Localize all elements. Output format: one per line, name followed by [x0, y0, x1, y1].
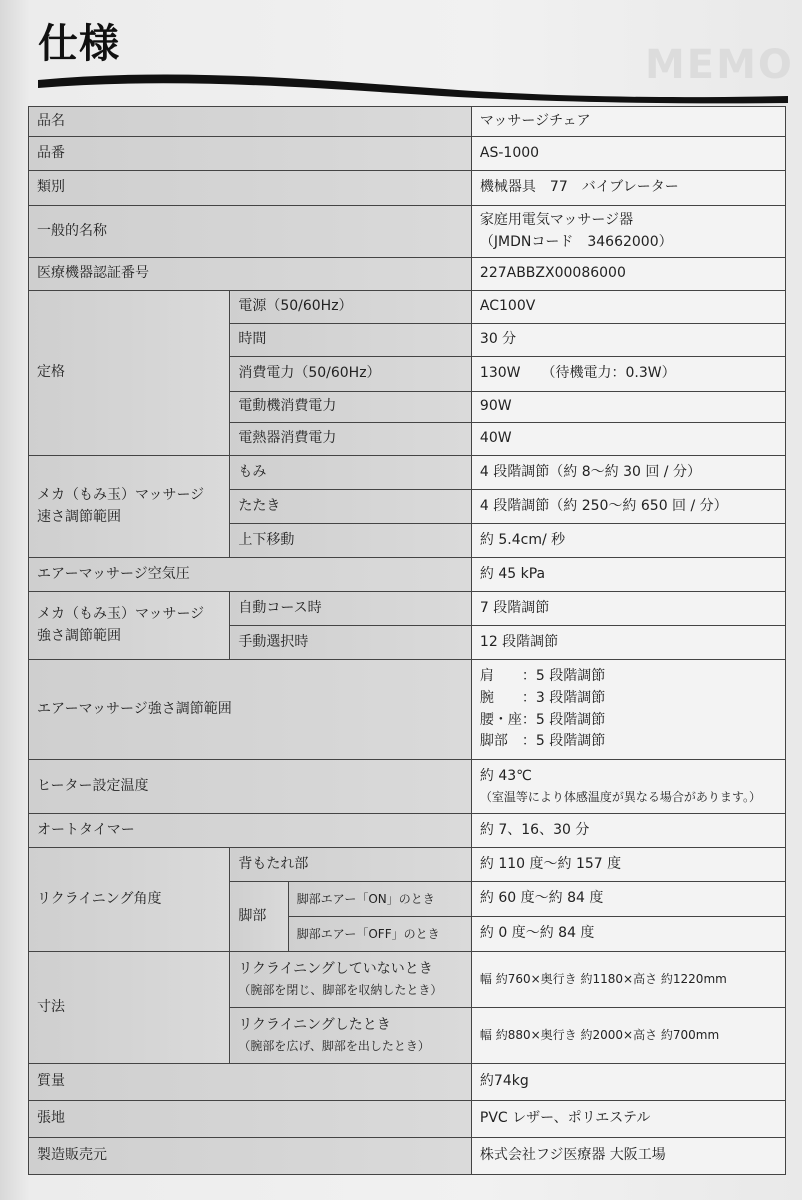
row-cert: 医療機器認証番号 227ABBZX00086000 [29, 258, 786, 291]
row-recline-leg-off: 脚部エアー「OFF」のとき 約 0 度～約 84 度 [29, 917, 786, 952]
row-air-pressure: エアーマッサージ空気圧 約 45 kPa [29, 558, 786, 592]
memo-mark: MEMO [645, 42, 794, 88]
row-general-name: 一般的名称 家庭用電気マッサージ器 （JMDNコード 34662000） [29, 206, 786, 258]
row-rating-time: 時間 30 分 [29, 324, 786, 357]
row-rating-consumption: 消費電力（50/60Hz） 130W （待機電力：0.3W） [29, 357, 786, 392]
row-model: 品番 AS-1000 [29, 137, 786, 171]
row-speed-vertical: 上下移動 約 5.4cm/ 秒 [29, 524, 786, 558]
page-title: 仕様 [38, 21, 120, 67]
row-rating-power: 定格 電源（50/60Hz） AC100V [29, 291, 786, 324]
row-recline-leg-on: 脚部 脚部エアー「ON」のとき 約 60 度～約 84 度 [29, 882, 786, 917]
row-size-reclined: リクライニングしたとき （腕部を広げ、脚部を出したとき） 幅 約880×奥行き 約2000×高さ 約700mm [29, 1008, 786, 1064]
row-rating-motor: 電動機消費電力 90W [29, 392, 786, 423]
row-mass: 質量 約74kg [29, 1064, 786, 1101]
row-heater: ヒーター設定温度 約 43℃ （室温等により体感温度が異なる場合があります。） [29, 760, 786, 814]
row-strength-auto: メカ（もみ玉）マッサージ 強さ調節範囲 自動コース時 7 段階調節 [29, 592, 786, 626]
row-maker: 製造販売元 株式会社フジ医療器 大阪工場 [29, 1138, 786, 1175]
row-speed-tapping: たたき 4 段階調節（約 250～約 650 回 / 分） [29, 490, 786, 524]
row-air-strength: エアーマッサージ強さ調節範囲 肩 ：5 段階調節 腕 ：3 段階調節 腰・座：5 段階調節 脚部 ：5 段階調節 [29, 660, 786, 760]
row-speed-kneading: メカ（もみ玉）マッサージ 速さ調節範囲 もみ 4 段階調節（約 8～約 30 回 / 分） [29, 456, 786, 490]
row-timer: オートタイマー 約 7、16、30 分 [29, 814, 786, 848]
row-size-upright: 寸法 リクライニングしていないとき （腕部を閉じ、脚部を収納したとき） 幅 約760×奥行き 約1180×高さ 約1220mm [29, 952, 786, 1008]
row-category: 類別 機械器具 77 バイブレーター [29, 171, 786, 206]
row-recline-back: リクライニング角度 背もたれ部 約 110 度～約 157 度 [29, 848, 786, 882]
title-underline [38, 70, 788, 104]
row-name: 品名 マッサージチェア [29, 107, 786, 137]
row-cover: 張地 PVC レザー、ポリエステル [29, 1101, 786, 1138]
row-rating-heater: 電熱器消費電力 40W [29, 423, 786, 456]
spec-table [28, 106, 786, 1175]
row-strength-manual: 手動選択時 12 段階調節 [29, 626, 786, 660]
